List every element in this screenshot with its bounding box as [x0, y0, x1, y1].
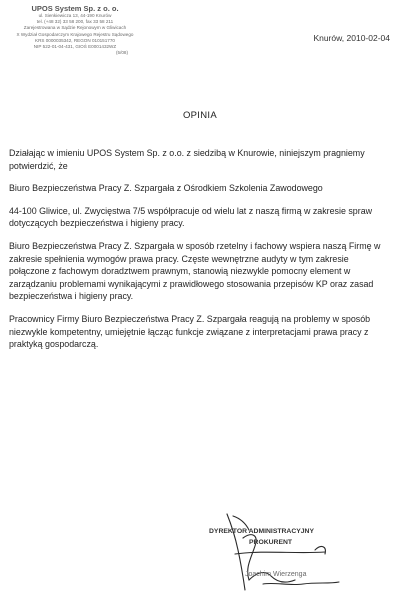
- paragraph-intro: Działając w imieniu UPOS System Sp. z o.o. z siedzibą w Knurowie, niniejszym pragniemy potwierdzić, że: [9, 148, 365, 171]
- company-nip: NIP 522-01-04-431, GIOŚ E0001432WZ: [33, 44, 117, 50]
- letterhead: [0, 4, 150, 56]
- handwritten-signature: [205, 510, 395, 600]
- company-phone: tel. (+48 32) 33 58 200, fax 33 58 211: [36, 19, 114, 25]
- letter-body: [9, 147, 390, 361]
- signature-title: DYREKTOR ADMINISTRACYJNY: [209, 528, 314, 535]
- company-name: UPOS System Sp. z o. o.: [31, 4, 119, 13]
- paragraph-address: 44-100 Gliwice, ul. Zwycięstwa 7/5 współpracuje od wielu lat z naszą firmą w zakresie spraw dotyczących bezpieczeństwa i higieny pracy.: [9, 205, 373, 229]
- paragraph-company: Biuro Bezpieczeństwa Pracy Z. Szpargała z Ośrodkiem Szkolenia Zawodowego: [9, 183, 323, 194]
- place-date: Knurów, 2010-02-04: [313, 33, 390, 43]
- paragraph-staff: Pracownicy Firmy Biuro Bezpieczeństwa Pracy Z. Szpargała reagują na problemy w sposób niezwykle kompetentny, umiejętnie łącząc funkcje związane z interpretacjami prawa pracy z praktyką gospodarczą.: [9, 313, 371, 350]
- signature-role: PROKURENT: [249, 539, 293, 546]
- document-title: OPINIA: [182, 110, 217, 121]
- paragraph-support: Biuro Bezpieczeństwa Pracy Z. Szpargała w sposób rzetelny i fachowy wspiera naszą Firmę w zakresie spełnienia wymogów prawa pracy. Częste wewnętrzne audyty w tym zakresie połączone z fachowym doradztwem prawnym, stanowią niezwykle pomocny element w zarządzaniu problemami wynikającymi z prawidłowego stosowania przepisów KP oraz zasad bezpieczeństwa i higieny pracy.: [9, 240, 381, 302]
- company-krs-regon: KRS 0000035342, REGON 010151770: [35, 37, 115, 43]
- company-registration: Zarejestrowana w Sądzie Rejonowym w Gliwicach: [23, 25, 127, 31]
- letterhead-ref: (5/08): [115, 50, 128, 56]
- signature-name: Joachim Wierzenga: [245, 571, 307, 578]
- company-registry-dept: X Wydział Gospodarczym Krajowego Rejestru Sądowego: [16, 31, 134, 37]
- signature-block: [205, 510, 395, 600]
- company-address: ul. Sienkiewicza 13, 44-190 Knurów: [38, 13, 112, 18]
